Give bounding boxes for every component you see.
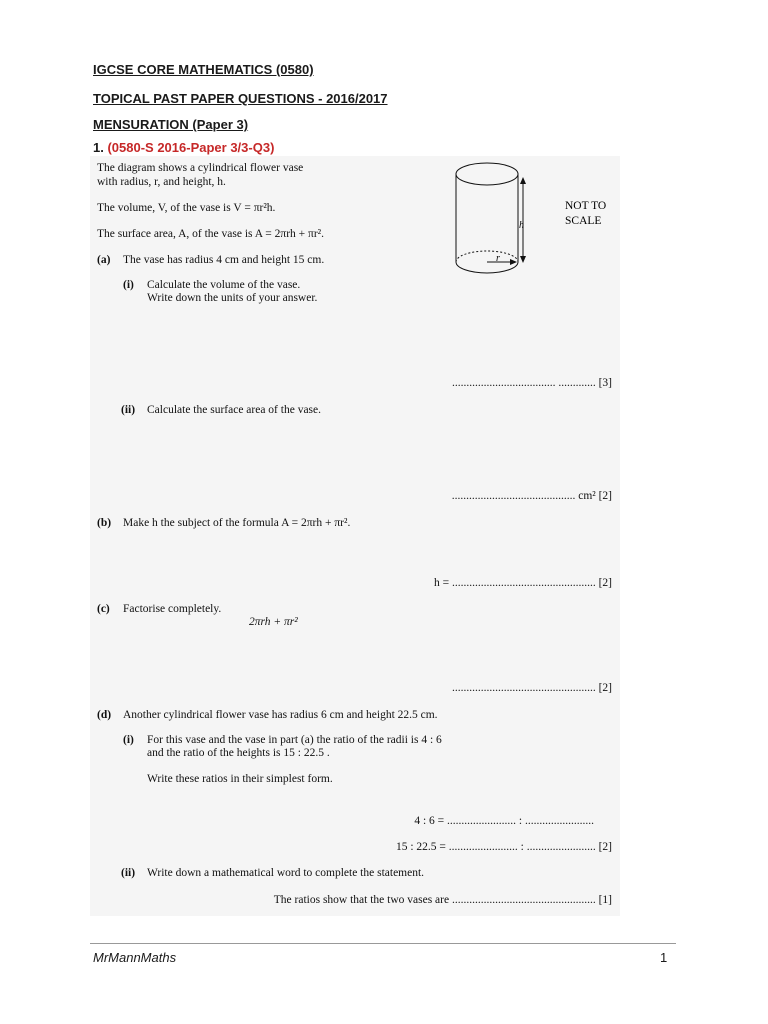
cylinder-bottom-back — [456, 251, 518, 262]
part-d-i-text-3: Write these ratios in their simplest form. — [147, 773, 333, 785]
cylinder-top-ellipse — [456, 163, 518, 185]
part-c-label: (c) — [97, 603, 110, 615]
topic-heading: MENSURATION (Paper 3) — [93, 117, 249, 132]
not-to-scale-line-1: NOT TO — [565, 200, 607, 212]
footer-brand: MrMannMaths — [93, 950, 177, 965]
part-d-i-text-1: For this vase and the vase in part (a) the ratio of the radii is 4 : 6 — [147, 734, 442, 746]
question-heading — [93, 140, 274, 155]
part-d-text: Another cylindrical flower vase has radius 6 cm and height 22.5 cm. — [123, 709, 438, 721]
part-a-i-text-1: Calculate the volume of the vase. — [147, 279, 301, 291]
part-a-ii-text: Calculate the surface area of the vase. — [147, 404, 321, 416]
part-a-ii-answer-line[interactable]: ........................................... cm² [2] — [451, 490, 612, 502]
part-b-text: Make h the subject of the formula A = 2πrh + πr². — [123, 517, 351, 529]
part-b-answer-line[interactable]: h = .................................................. [2] — [433, 577, 612, 589]
part-c-answer-line[interactable]: .................................................. [2] — [451, 682, 612, 694]
part-d-i-text-2: and the ratio of the heights is 15 : 22.5 . — [147, 747, 330, 759]
radius-label: r — [496, 253, 500, 264]
intro-line-2: with radius, r, and height, h. — [97, 176, 226, 188]
footer-divider — [90, 943, 676, 944]
not-to-scale-line-2: SCALE — [565, 215, 602, 227]
part-d-label: (d) — [97, 709, 112, 721]
ratio-heights-answer-line[interactable]: 15 : 22.5 = ........................ : ........................ [2] — [395, 841, 612, 853]
cylinder-bottom-front — [456, 262, 518, 273]
cylinder-diagram — [440, 158, 620, 283]
part-a-ii-label: (ii) — [121, 404, 136, 416]
height-label: h — [519, 220, 524, 231]
part-a-i-answer-line[interactable]: .................................... ............. [3] — [451, 377, 612, 389]
question-number: 1. — [93, 140, 104, 155]
part-c-expression: 2πrh + πr² — [249, 616, 298, 628]
part-d-i-label: (i) — [123, 734, 134, 746]
part-d-ii-text: Write down a mathematical word to complete the statement. — [147, 867, 425, 879]
part-a-i-label: (i) — [123, 279, 134, 291]
question-reference: (0580-S 2016-Paper 3/3-Q3) — [107, 140, 275, 155]
ratio-radii-answer-line[interactable]: 4 : 6 = ........................ : ........................ — [414, 815, 594, 827]
part-a-text: The vase has radius 4 cm and height 15 cm. — [123, 254, 325, 266]
part-b-label: (b) — [97, 517, 112, 529]
part-d-ii-statement[interactable]: The ratios show that the two vases are .................................................. [1] — [273, 894, 612, 906]
volume-formula-text: The volume, V, of the vase is V = πr²h. — [97, 202, 276, 214]
part-a-label: (a) — [97, 254, 111, 266]
part-c-text: Factorise completely. — [123, 603, 222, 615]
part-a-i-text-2: Write down the units of your answer. — [147, 292, 318, 304]
document-subtitle: TOPICAL PAST PAPER QUESTIONS - 2016/2017 — [93, 91, 388, 106]
part-d-ii-label: (ii) — [121, 867, 136, 879]
page-number: 1 — [660, 950, 668, 965]
document-title: IGCSE CORE MATHEMATICS (0580) — [93, 62, 314, 77]
surface-area-formula-text: The surface area, A, of the vase is A = 2πrh + πr². — [97, 228, 324, 240]
intro-line-1: The diagram shows a cylindrical flower vase — [97, 162, 304, 174]
